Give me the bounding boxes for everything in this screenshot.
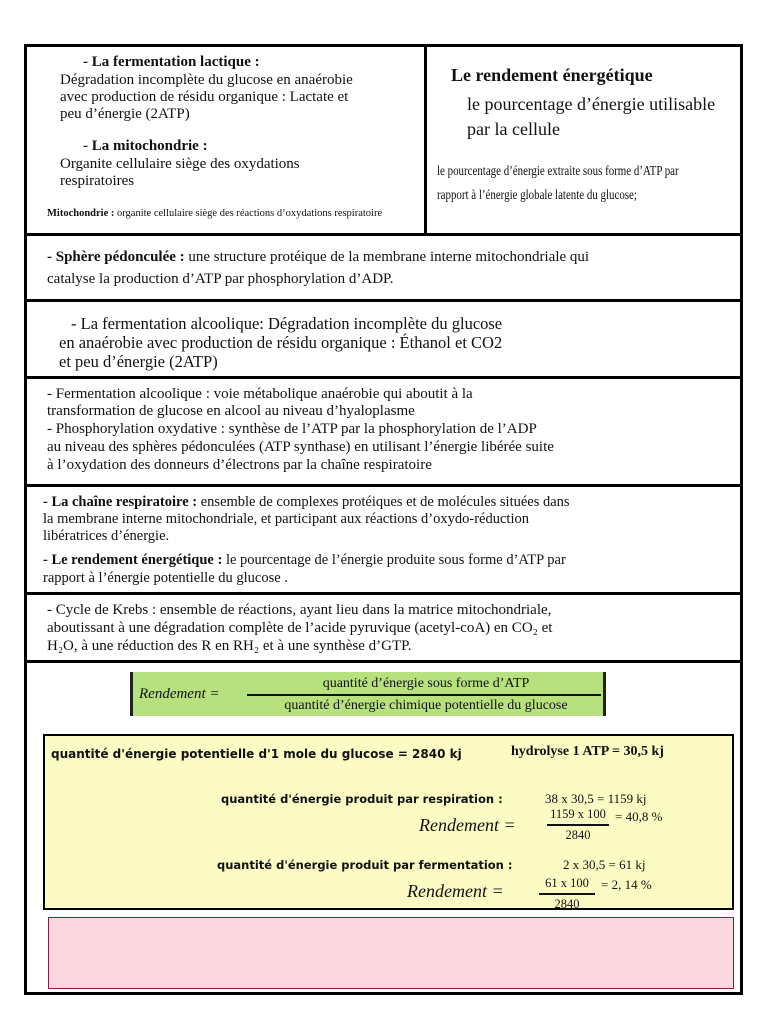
row4-line-2: transformation de glucose en alcool au niveau d’hyaloplasme [47, 403, 415, 419]
chaine-line-3: libératrices d’énergie. [43, 528, 170, 544]
respiration-rendement-label: Rendement = [419, 815, 516, 835]
respiration-calc: 38 x 30,5 = 1159 kj [545, 791, 647, 806]
definitions-chaine-rendement [27, 487, 740, 595]
krebs-line-1: - Cycle de Krebs : ensemble de réactions, ayant lieu dans la matrice mitochondriale, [47, 602, 552, 618]
mito-small-label: Mitochondrie : [47, 208, 115, 219]
fermentation-rendement-label: Rendement = [407, 881, 504, 901]
row4-line-5: à l’oxydation des donneurs d’électrons par la chaîne respiratoire [47, 457, 432, 473]
formula-fraction-bar [247, 694, 601, 696]
rendement-def-line-1: le pourcentage d’énergie extraite sous forme d’ATP par [437, 164, 679, 179]
rendement-sub-line-1: le pourcentage d’énergie utilisable [467, 94, 716, 114]
lactique-title: - La fermentation lactique : [83, 54, 260, 70]
chaine-line-1 [43, 495, 570, 510]
definition-cycle-krebs [27, 595, 740, 663]
column-divider [424, 47, 427, 236]
fermentation-fraction [539, 876, 595, 912]
sphere-label: - Sphère pédonculée : [47, 249, 185, 265]
respiration-numerator: 1159 x 100 [550, 807, 606, 821]
row4-line-4: au niveau des sphères pédonculées (ATP synthase) en utilisant l’énergie libérée suite [47, 439, 554, 455]
respiration-result: = 40,8 % [615, 809, 663, 824]
respiration-fraction-bar [547, 824, 609, 826]
respiration-label: quantité d'énergie produit par respiration : [221, 792, 503, 806]
mito-title: - La mitochondrie : [83, 138, 208, 154]
rendement2-label: - Le rendement énergétique : [43, 552, 223, 568]
fermentation-calc: 2 x 30,5 = 61 kj [563, 857, 646, 872]
mito-line-2: respiratoires [60, 173, 135, 189]
calculation-box [43, 734, 734, 910]
alcoolique-line-1: - La fermentation alcoolique: Dégradation incomplète du glucose [71, 314, 503, 333]
chaine-label: - La chaîne respiratoire : [43, 494, 198, 510]
fermentation-numerator: 61 x 100 [545, 876, 589, 890]
rendement-sub-line-2: par la cellule [467, 119, 560, 139]
fermentation-fraction-bar [539, 893, 595, 895]
rendement-def-line-2: rapport à l’énergie globale latente du glucose; [437, 188, 637, 203]
lactique-line-1: Dégradation incomplète du glucose en anaérobie [60, 72, 353, 88]
alcoolique-line-3: et peu d’énergie (2ATP) [59, 352, 218, 371]
formula-denominator: quantité d’énergie chimique potentielle du glucose [284, 698, 568, 713]
chaine-line-2: la membrane interne mitochondriale, et participant aux réactions d’oxydo-réduction [43, 511, 529, 527]
mito-line-1: Organite cellulaire siège des oxydations [60, 156, 300, 172]
sphere-text-1: une structure protéique de la membrane interne mitochondriale qui [188, 249, 590, 265]
row4-line-3: - Phosphorylation oxydative : synthèse de l’ATP par la phosphorylation de l’ADP [47, 421, 537, 437]
formula-numerator: quantité d’énergie sous forme d’ATP [322, 676, 530, 691]
empty-pink-box [48, 917, 734, 989]
rendement2-line-1 [43, 553, 566, 568]
formula-label: Rendement = [139, 686, 220, 702]
rendement-title: Le rendement énergétique [451, 65, 653, 85]
sphere-line-2: catalyse la production d’ATP par phosphorylation d’ADP. [47, 271, 394, 287]
definition-sphere-pedonculee [27, 236, 740, 302]
krebs-line-3: H₂O, à une réduction des R en RH₂ et à une synthèse d’GTP. [47, 638, 412, 654]
document-page [24, 44, 743, 995]
definitions-row-1 [27, 47, 740, 236]
fermentation-denominator: 2840 [554, 896, 580, 911]
alcoolique-line-2: en anaérobie avec production de résidu organique : Éthanol et CO2 [59, 333, 503, 352]
definitions-fermentation-phosphorylation [27, 379, 740, 487]
respiration-fraction [547, 807, 609, 843]
krebs-line-2: aboutissant à une dégradation complète de l’acide pyruvique (acetyl-coA) en CO₂ et [47, 620, 553, 636]
mito-small-definition [47, 209, 382, 220]
lactique-line-3: peu d’énergie (2ATP) [60, 106, 190, 122]
fermentation-label: quantité d'énergie produit par fermentation : [217, 858, 513, 872]
rendement2-text-1: le pourcentage de l’énergie produite sous forme d’ATP par [225, 552, 566, 568]
hydrolyse-line: hydrolyse 1 ATP = 30,5 kj [511, 744, 664, 759]
lactique-line-2: avec production de résidu organique : Lactate et [60, 89, 349, 105]
respiration-denominator: 2840 [565, 827, 591, 842]
chaine-text-1: ensemble de complexes protéiques et de molécules situées dans [200, 494, 570, 510]
definition-fermentation-alcoolique [27, 302, 740, 379]
sphere-line-1 [47, 250, 723, 265]
row4-line-1: - Fermentation alcoolique : voie métabolique anaérobie qui aboutit à la [47, 386, 473, 402]
rendement2-line-2: rapport à l’énergie potentielle du glucose . [43, 570, 288, 586]
rendement-formula [130, 672, 606, 716]
fermentation-result: = 2, 14 % [601, 877, 652, 892]
potential-energy-line: quantité d'énergie potentielle d'1 mole du glucose = 2840 kj [51, 747, 462, 761]
mito-small-text: organite cellulaire siège des réactions d’oxydations respiratoire [117, 208, 383, 219]
